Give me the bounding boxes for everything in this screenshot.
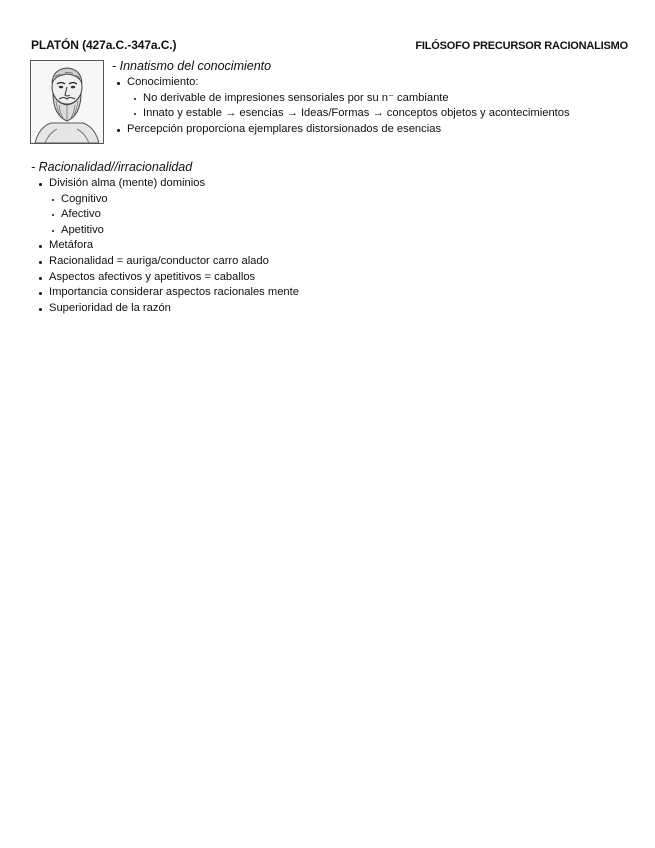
bullet-list — [112, 75, 570, 137]
list-item: Cognitivo — [51, 192, 299, 208]
list-item: Racionalidad = auriga/conductor carro alado — [39, 254, 299, 270]
list-item: Aspectos afectivos y apetitivos = caballos — [39, 270, 299, 286]
plato-bust-icon — [31, 61, 103, 143]
section-title: - Innatismo del conocimiento — [112, 59, 272, 73]
list-item: Percepción proporciona ejemplares distorsionados de esencias — [117, 122, 570, 138]
list-item: Conocimiento: — [117, 75, 570, 91]
list-item: Apetitivo — [51, 223, 299, 239]
section-innatismo — [112, 59, 570, 137]
section-title: - Racionalidad//irracionalidad — [31, 160, 193, 174]
bullet-list — [31, 176, 299, 316]
portrait-image — [30, 60, 104, 144]
list-item: Superioridad de la razón — [39, 301, 299, 317]
page-title: PLATÓN (427a.C.-347a.C.) — [31, 38, 177, 52]
list-item: Afectivo — [51, 207, 299, 223]
list-item: Innato y estable → esencias → Ideas/Formas → conceptos objetos y acontecimientos — [133, 106, 570, 122]
list-item: División alma (mente) dominios — [39, 176, 299, 192]
section-racionalidad — [31, 160, 299, 316]
list-item: No derivable de impresiones sensoriales por su n⁻ cambiante — [133, 91, 570, 107]
list-item: Importancia considerar aspectos racionales mente — [39, 285, 299, 301]
page-subtitle: FILÓSOFO PRECURSOR RACIONALISMO — [415, 40, 628, 52]
list-item: Metáfora — [39, 238, 299, 254]
